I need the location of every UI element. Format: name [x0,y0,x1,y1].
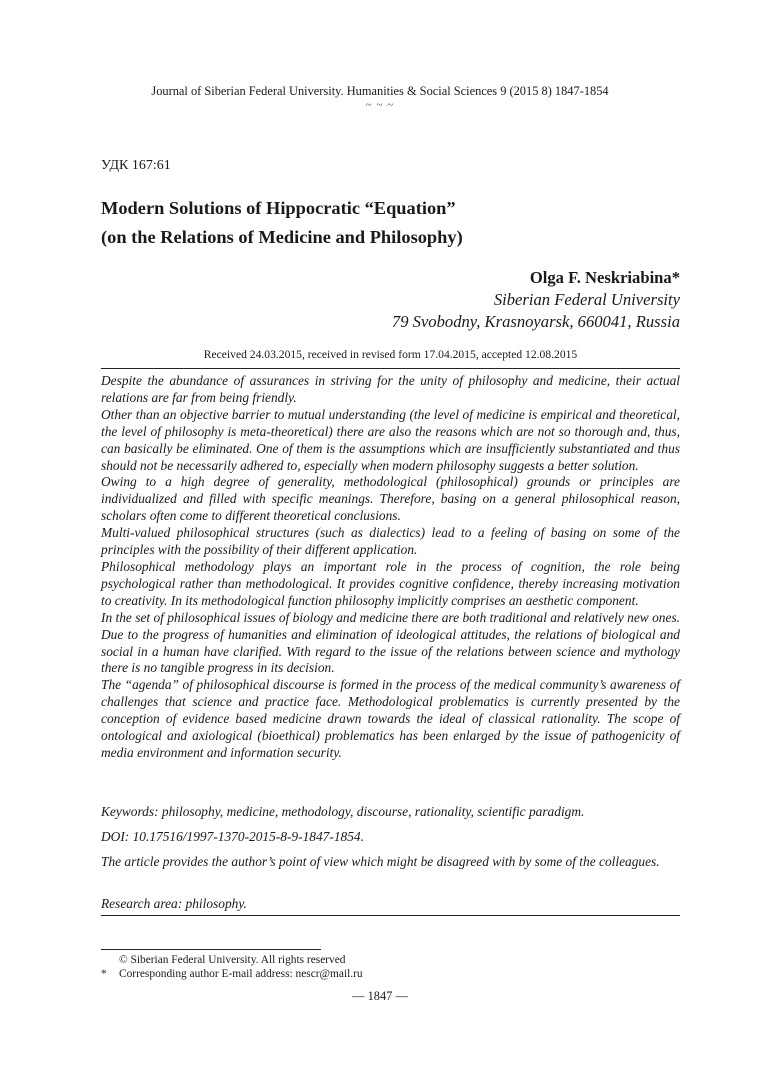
abstract-paragraph: Multi-valued philosophical structures (such as dialectics) lead to a feeling of basing on some of the principles with the possibility of their different application. [101,525,680,558]
abstract-paragraph: Despite the abundance of assurances in striving for the unity of philosophy and medicine, their actual relations are far from being friendly. [101,373,680,405]
footnote-rule [101,949,321,950]
udc-code: УДК 167:61 [101,158,171,173]
header-ornament: ~ ~ ~ [365,99,395,111]
article-title-line-1: Modern Solutions of Hippocratic “Equation” [101,198,456,218]
journal-header: Journal of Siberian Federal University. Humanities & Social Sciences 9 (2015 8) 1847-1854 [151,84,609,98]
abstract-paragraph: Philosophical methodology plays an important role in the process of cognition, the role being psychological rather than methodological. It provides cognitive confidence, thereby increasing motivation to creativity. In its methodological function philosophy implicitly comprises an aesthetic component. [101,558,680,608]
footnote-star: * [101,968,107,980]
author-address: 79 Svobodny, Krasnoyarsk, 660041, Russia [391,312,680,331]
copyright-text: © Siberian Federal University. All rights reserved [119,954,346,966]
abstract [101,373,680,762]
corresponding-email: Corresponding author E-mail address: nescr@mail.ru [119,968,363,980]
author-name: Olga F. Neskriabina* [529,268,680,287]
keywords: Keywords: philosophy, medicine, methodology, discourse, rationality, scientific paradigm. [101,804,585,819]
author-block [392,267,680,333]
author-affiliation: Siberian Federal University [493,290,680,309]
research-area: Research area: philosophy. [101,896,247,911]
disclaimer: The article provides the author’s point of view which might be disagreed with by some of the colleagues. [101,854,660,869]
abstract-bottom-rule [101,915,680,916]
abstract-paragraph: In the set of philosophical issues of biology and medicine there are both traditional and relatively new ones. Due to the progress of humanities and elimination of ideological attitudes, the relations of biological and social in a human have clarified. With regard to the issue of the relations between science and mythology there is no tangible progress in its decision. [101,609,680,676]
abstract-paragraph: Other than an objective barrier to mutual understanding (the level of medicine is empirical and theoretical, the level of philosophy is meta-theoretical) there are also the reasons which are not so thorough and, thus, can basically be eliminated. One of them is the assumptions which are insufficiently substantiated and thus should not be necessarily adhered to, especially when modern philosophy suggests a better solution. [101,406,680,473]
article-title [101,194,681,252]
doi: DOI: 10.17516/1997-1370-2015-8-9-1847-1854. [101,829,364,844]
abstract-paragraph: The “agenda” of philosophical discourse is formed in the process of the medical community’s awareness of challenges that science and practice face. Methodological problematics is currently presented by the conception of evidence based medicine drawn towards the ideal of classical rationality. The scope of ontological and axiological (bioethical) problematics has been enlarged by the issue of pathogenicity of media environment and information security. [101,677,680,760]
received-dates: Received 24.03.2015, received in revised form 17.04.2015, accepted 12.08.2015 [203,348,578,361]
corresponding-footnote [101,967,681,981]
article-title-line-2: (on the Relations of Medicine and Philosophy) [101,227,463,247]
abstract-paragraph: Owing to a high degree of generality, methodological (philosophical) grounds or principles are individualized and filled with specific meanings. Therefore, basing on a general philosophical reason, scholars often come to different theoretical conclusions. [101,474,680,524]
copyright-footnote [101,953,681,967]
abstract-top-rule [101,368,680,369]
page-number: — 1847 — [352,989,408,1003]
